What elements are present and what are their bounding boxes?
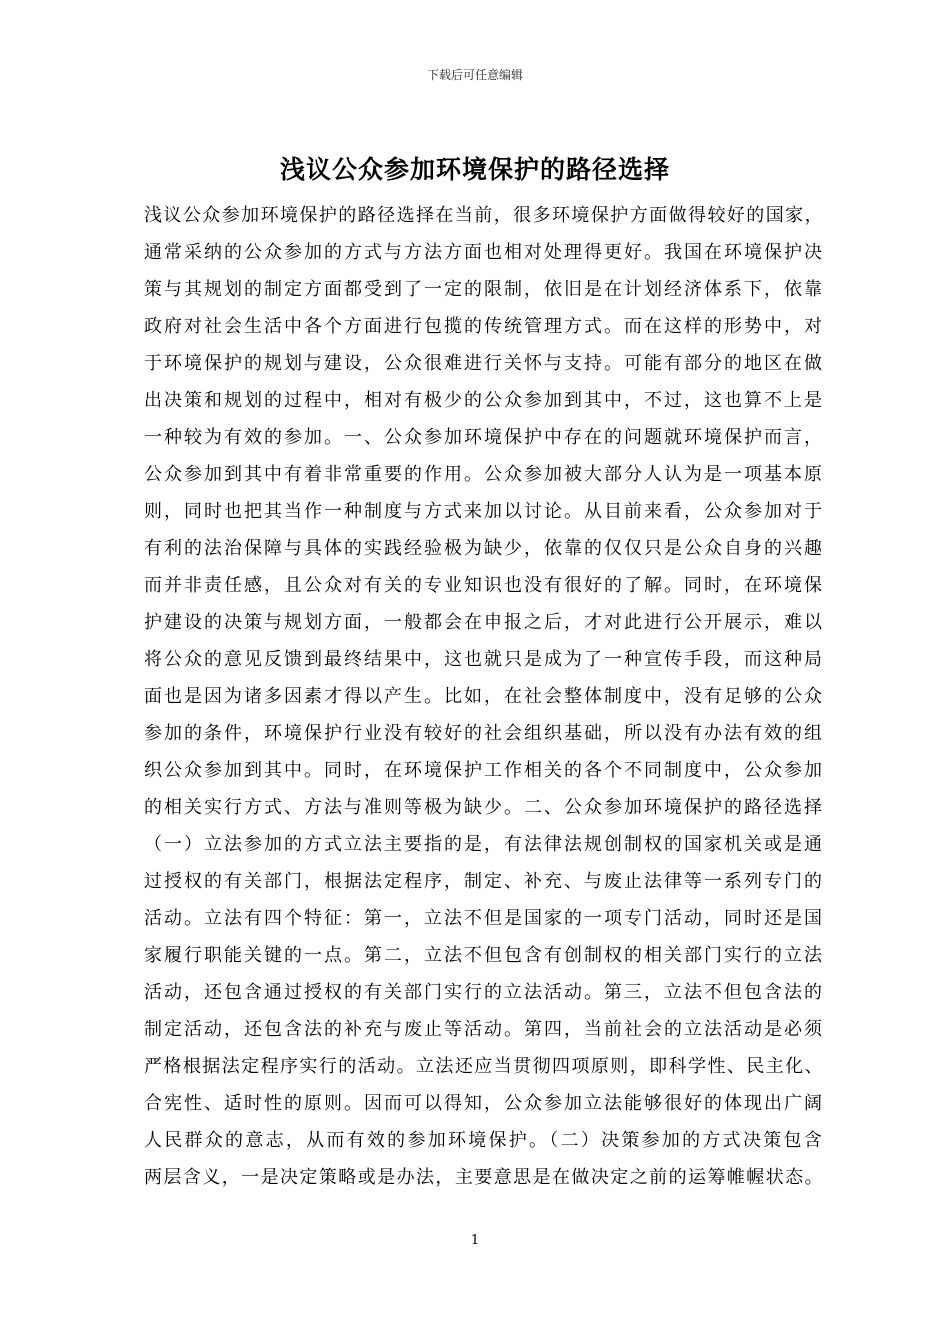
paragraph-line: 出决策和规划的过程中，相对有极少的公众参加到其中，不过，这也算不上是 [144,390,824,411]
page-number: 1 [470,1233,480,1248]
paragraph-line: 制定活动，还包含法的补充与废止等活动。第四，当前社会的立法活动是必须 [144,1019,824,1040]
paragraph-line: 护建设的决策与规划方面，一般都会在申报之后，才对此进行公开展示，难以 [144,612,824,633]
page-header: 下载后可任意编辑 [426,68,523,82]
paragraph-line: 通常采纳的公众参加的方式与方法方面也相对处理得更好。我国在环境保护决 [144,242,824,263]
paragraph-line: 有利的法治保障与具体的实践经验极为缺少，依靠的仅仅只是公众自身的兴趣 [144,538,824,559]
paragraph-line: 浅议公众参加环境保护的路径选择在当前，很多环境保护方面做得较好的国家， [144,205,825,226]
paragraph-line: 家履行职能关键的一点。第二，立法不但包含有创制权的相关部门实行的立法 [144,945,824,966]
paragraph-line: 将公众的意见反馈到最终结果中，这也就只是成为了一种宣传手段，而这种局 [144,649,824,670]
paragraph-line: 人民群众的意志，从而有效的参加环境保护。（二）决策参加的方式决策包含 [144,1130,825,1151]
paragraph-line: 面也是因为诸多因素才得以产生。比如，在社会整体制度中，没有足够的公众 [144,686,824,707]
paragraph-line: 政府对社会生活中各个方面进行包揽的传统管理方式。而在这样的形势中，对 [144,316,824,337]
paragraph-line: 而并非责任感，且公众对有关的专业知识也没有很好的了解。同时，在环境保 [144,575,824,596]
paragraph-line: 活动，还包含通过授权的有关部门实行的立法活动。第三，立法不但包含法的 [144,982,824,1003]
paragraph-line: 织公众参加到其中。同时，在环境保护工作相关的各个不同制度中，公众参加 [144,760,824,781]
paragraph-line: 两层含义，一是决定策略或是办法，主要意思是在做决定之前的运筹帷幄状态。 [144,1167,825,1188]
paragraph-line: 合宪性、适时性的原则。因而可以得知，公众参加立法能够很好的体现出广阔 [144,1093,824,1114]
paragraph-line: 则，同时也把其当作一种制度与方式来加以讨论。从目前来看，公众参加对于 [144,501,824,522]
paragraph-line: 的相关实行方式、方法与准则等极为缺少。二、公众参加环境保护的路径选择 [144,797,824,818]
paragraph-line: 公众参加到其中有着非常重要的作用。公众参加被大部分人认为是一项基本原 [144,464,824,485]
paragraph-line: 活动。立法有四个特征：第一，立法不但是国家的一项专门活动，同时还是国 [144,908,824,929]
paragraph-line: 参加的条件，环境保护行业没有较好的社会组织基础，所以没有办法有效的组 [144,723,824,744]
paragraph-line: 于环境保护的规划与建设，公众很难进行关怀与支持。可能有部分的地区在做 [144,353,824,374]
document-title: 浅议公众参加环境保护的路径选择 [279,155,670,184]
body-text [144,197,824,1196]
paragraph-line: 严格根据法定程序实行的活动。立法还应当贯彻四项原则，即科学性、民主化、 [144,1056,825,1077]
paragraph-line: 过授权的有关部门，根据法定程序，制定、补充、与废止法律等一系列专门的 [144,871,824,892]
paragraph-line: （一）立法参加的方式立法主要指的是，有法律法规创制权的国家机关或是通 [144,834,824,855]
paragraph-line: 策与其规划的制定方面都受到了一定的限制，依旧是在计划经济体系下，依靠 [144,279,824,300]
paragraph-line: 一种较为有效的参加。一、公众参加环境保护中存在的问题就环境保护而言， [144,427,824,448]
